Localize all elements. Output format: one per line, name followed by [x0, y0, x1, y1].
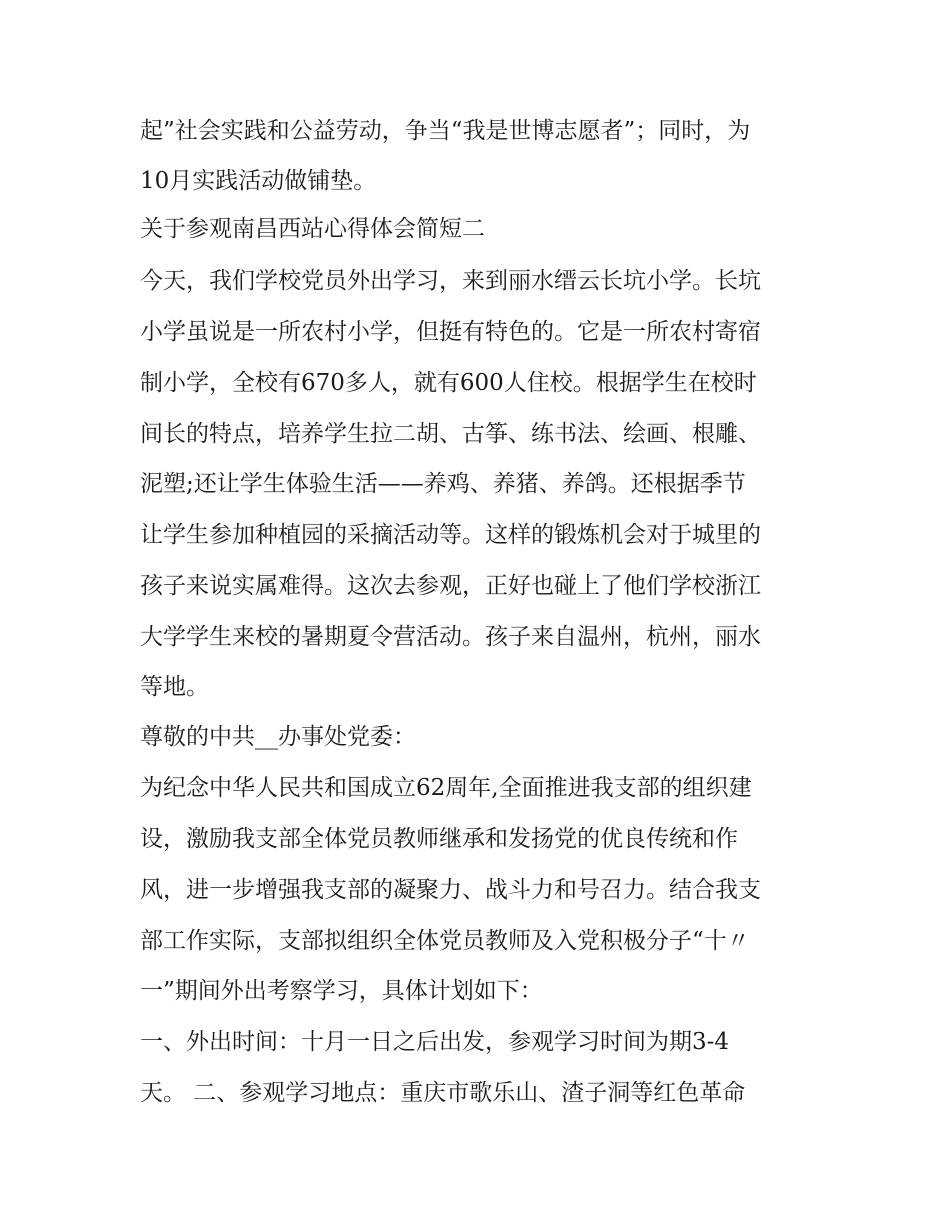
text-line: 孩子来说实属难得。这次去参观，正好也碰上了他们学校浙江: [140, 573, 761, 599]
text-line: 大学学生来校的暑期夏令营活动。孩子来自温州，杭州，丽水: [140, 624, 761, 650]
salutation-line: 尊敬的中共__办事处党委：: [140, 724, 416, 750]
text-line: 泥塑;还让学生体验生活——养鸡、养猪、养鸽。还根据季节: [140, 471, 746, 497]
text-line: 间长的特点，培养学生拉二胡、古筝、练书法、绘画、根雕、: [140, 421, 761, 447]
text-line: 天。 二、参观学习地点：重庆市歌乐山、渣子洞等红色革命: [140, 1080, 746, 1106]
text-line: 部工作实际，支部拟组织全体党员教师及入党积极分子“十〃: [140, 928, 750, 954]
text-line: 10月实践活动做铺垫。: [140, 168, 377, 194]
text-line: 制小学，全校有670多人，就有600人住校。根据学生在校时: [140, 370, 757, 396]
text-line: 起”社会实践和公益劳动，争当“我是世博志愿者”；同时，为: [140, 118, 751, 144]
text-line: 一”期间外出考察学习，具体计划如下：: [140, 978, 543, 1004]
section-heading: 关于参观南昌西站心得体会简短二: [140, 216, 485, 242]
text-line: 一、外出时间：十月一日之后出发，参观学习时间为期3-4: [140, 1029, 730, 1055]
text-line: 等地。: [140, 674, 209, 700]
text-line: 小学虽说是一所农村小学，但挺有特色的。它是一所农村寄宿: [140, 319, 761, 345]
text-line: 为纪念中华人民共和国成立62周年,全面推进我支部的组织建: [140, 775, 752, 801]
text-line: 风，进一步增强我支部的凝聚力、战斗力和号召力。结合我支: [140, 877, 761, 903]
text-line: 让学生参加种植园的采摘活动等。这样的锻炼机会对于城里的: [140, 522, 761, 548]
text-line: 今天，我们学校党员外出学习，来到丽水缙云长坑小学。长坑: [140, 268, 761, 294]
text-line: 设，激励我支部全体党员教师继承和发扬党的优良传统和作: [140, 826, 738, 852]
